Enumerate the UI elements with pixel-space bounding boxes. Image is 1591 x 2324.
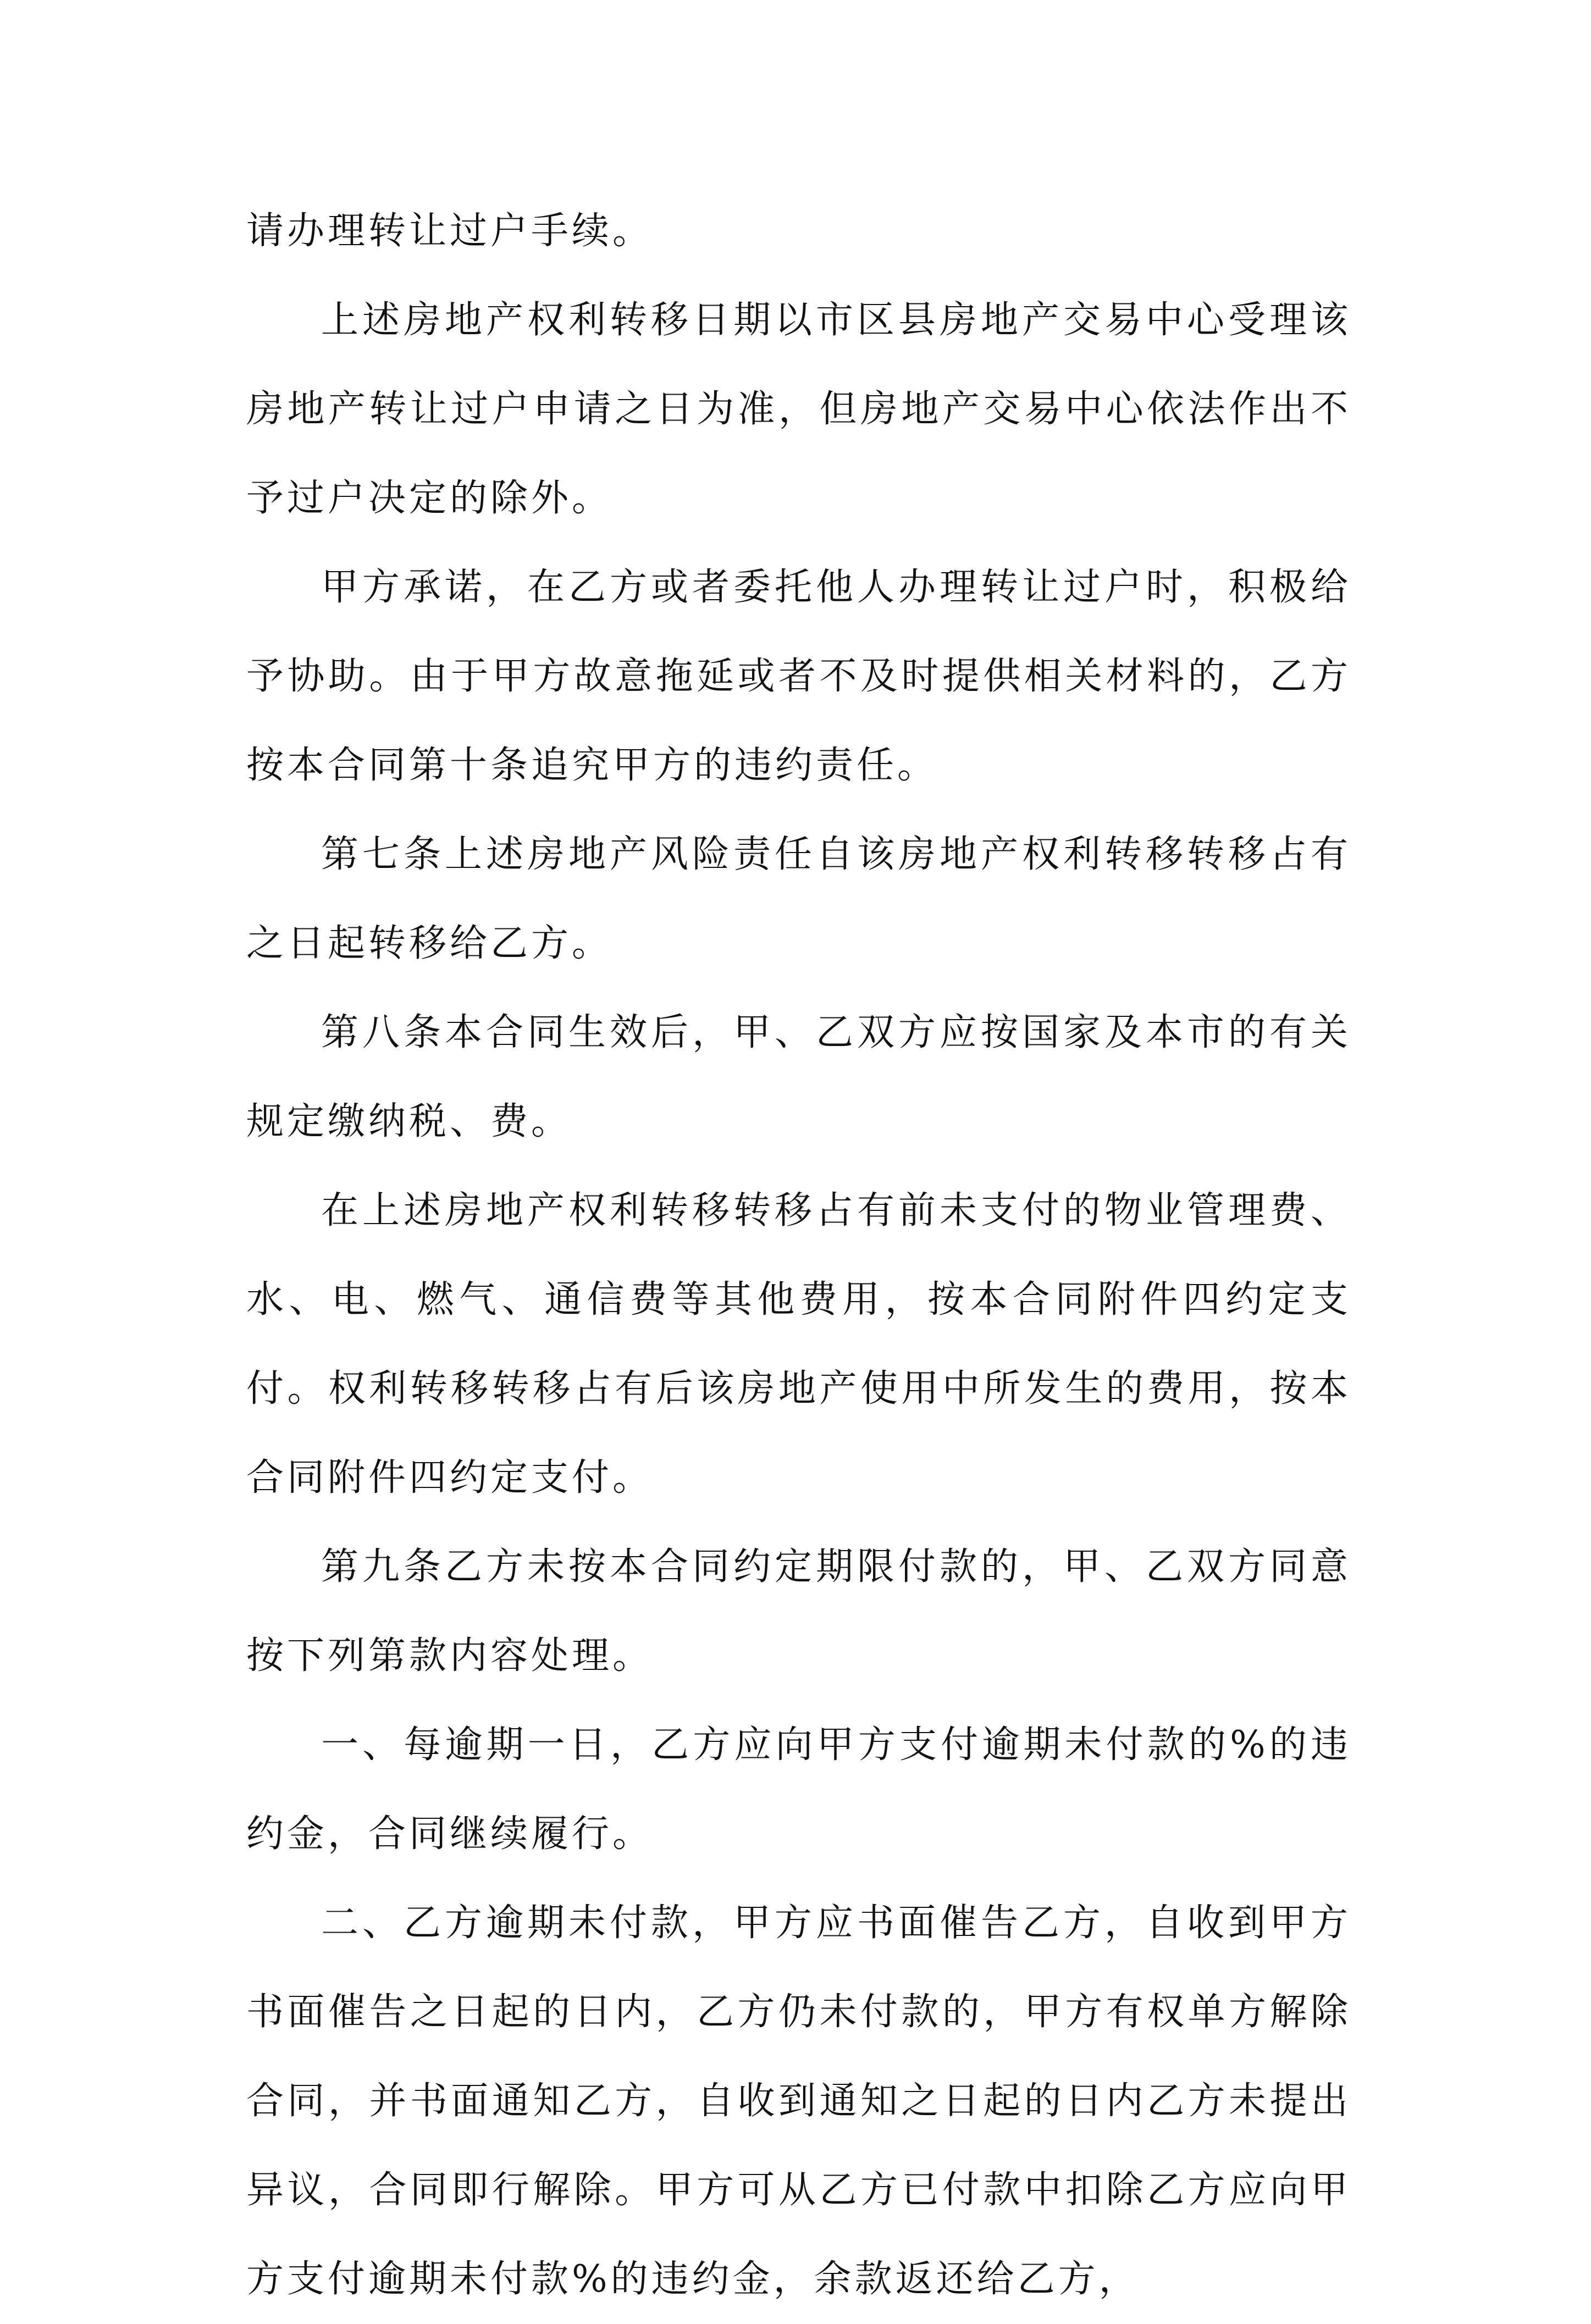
paragraph-article-8: 第八条本合同生效后，甲、乙双方应按国家及本市的有关规定缴纳税、费。 — [246, 1011, 1351, 1143]
paragraph-clause-1: 一、每逾期一日，乙方应向甲方支付逾期未付款的%的违约金，合同继续履行。 — [246, 1723, 1351, 1856]
paragraph-fees: 在上述房地产权利转移转移占有前未支付的物业管理费、水、电、燃气、通信费等其他费用，按本合同附件四约定支付。权利转移转移占有后该房地产使用中所发生的费用，按本合同附件四约定支付。 — [246, 1189, 1351, 1499]
paragraph-article-9: 第九条乙方未按本合同约定期限付款的，甲、乙双方同意按下列第款内容处理。 — [246, 1545, 1351, 1678]
paragraph-clause-2: 二、乙方逾期未付款，甲方应书面催告乙方，自收到甲方书面催告之日起的日内，乙方仍未付款的，甲方有权单方解除合同，并书面通知乙方，自收到通知之日起的日内乙方未提出异议，合同即行解除。甲方可从乙方已付款中扣除乙方应向甲方支付逾期未付款%的违约金，余款返还给乙方， — [246, 1901, 1351, 2301]
paragraph-3: 甲方承诺，在乙方或者委托他人办理转让过户时，积极给予协助。由于甲方故意拖延或者不及时提供相关材料的，乙方按本合同第十条追究甲方的违约责任。 — [246, 566, 1351, 787]
paragraph-1: 请办理转让过户手续。 — [246, 209, 654, 253]
paragraph-article-7: 第七条上述房地产风险责任自该房地产权利转移转移占有之日起转移给乙方。 — [246, 833, 1351, 965]
paragraph-2: 上述房地产权利转移日期以市区县房地产交易中心受理该房地产转让过户申请之日为准，但房地产交易中心依法作出不予过户决定的除外。 — [246, 298, 1351, 520]
document-body — [246, 187, 1351, 2324]
